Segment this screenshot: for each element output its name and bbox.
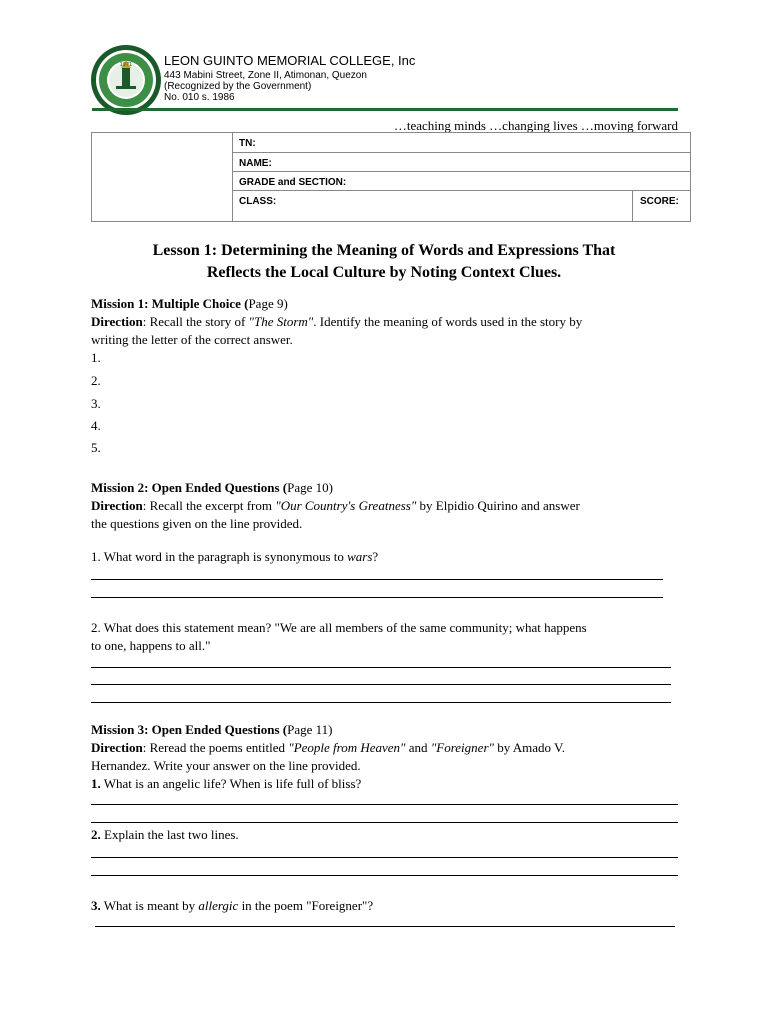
answer-line[interactable] [91,597,663,598]
score-label: SCORE: [640,196,679,207]
college-seal-logo [90,44,162,116]
photo-cell [92,133,233,221]
class-field[interactable] [232,191,691,221]
student-info-table [91,132,691,222]
header-divider [92,108,678,111]
college-motto: …teaching minds …changing lives …moving forward [393,118,678,133]
mission1-item-2: 2. [91,373,101,388]
tn-label: TN: [239,138,256,149]
college-address: 443 Mabini Street, Zone II, Atimonan, Quezon [164,70,367,81]
mission1-heading: Mission 1: Multiple Choice (Page 9) [91,296,288,311]
mission2-direction: Direction: Recall the excerpt from "Our Country's Greatness" by Elpidio Quirino and answer [91,498,580,513]
lesson-title-line-1: Lesson 1: Determining the Meaning of Words and Expressions That [152,242,616,259]
mission1-item-4: 4. [91,418,101,433]
class-label: CLASS: [239,196,277,207]
mission1-item-5: 5. [91,440,101,455]
mission2-question-2-line2: to one, happens to all." [91,638,211,653]
recognition-note: (Recognized by the Government) [164,81,312,92]
seal-year: 1971 [119,62,133,68]
mission3-direction: Direction: Reread the poems entitled "People from Heaven" and "Foreigner" by Amado V. [91,740,565,755]
lesson-title [80,240,688,284]
college-name: LEON GUINTO MEMORIAL COLLEGE, Inc [164,53,416,68]
mission2-question-1: 1. What word in the paragraph is synonymous to wars? [91,549,379,564]
mission1-direction-line2: writing the letter of the correct answer. [91,332,293,347]
mission3-question-1: 1. What is an angelic life? When is life full of bliss? [91,776,362,791]
mission3-question-3: 3. What is meant by allergic in the poem "Foreigner"? [91,898,374,913]
score-field[interactable] [632,191,679,221]
mission2-question-2: 2. What does this statement mean? "We are all members of the same community; what happens [91,620,587,635]
lesson-title-line-2: Reflects the Local Culture by Noting Context Clues. [206,264,562,281]
answer-line[interactable] [91,804,678,805]
recognition-number: No. 010 s. 1986 [164,92,235,103]
mission3-direction-line2: Hernandez. Write your answer on the line provided. [91,758,361,773]
mission2-direction-line2: the questions given on the line provided. [91,516,303,531]
answer-line[interactable] [95,926,675,927]
mission3-heading: Mission 3: Open Ended Questions (Page 11) [91,722,333,737]
mission2-heading: Mission 2: Open Ended Questions (Page 10) [91,480,333,495]
answer-line[interactable] [91,667,671,668]
answer-line[interactable] [91,702,671,703]
mission1-item-1: 1. [91,350,101,365]
answer-line[interactable] [91,822,678,823]
mission1-direction: Direction: Recall the story of "The Storm". Identify the meaning of words used in the story by [91,314,583,329]
mission3-question-2: 2. Explain the last two lines. [91,827,239,842]
tn-field[interactable] [232,133,691,153]
answer-line[interactable] [91,857,678,858]
grade-section-field[interactable] [232,172,691,191]
answer-line[interactable] [91,684,671,685]
name-label: NAME: [239,158,272,169]
grade-section-label: GRADE and SECTION: [239,177,347,188]
answer-line[interactable] [91,875,678,876]
answer-line[interactable] [91,579,663,580]
mission1-item-3: 3. [91,396,101,411]
name-field[interactable] [232,153,691,172]
